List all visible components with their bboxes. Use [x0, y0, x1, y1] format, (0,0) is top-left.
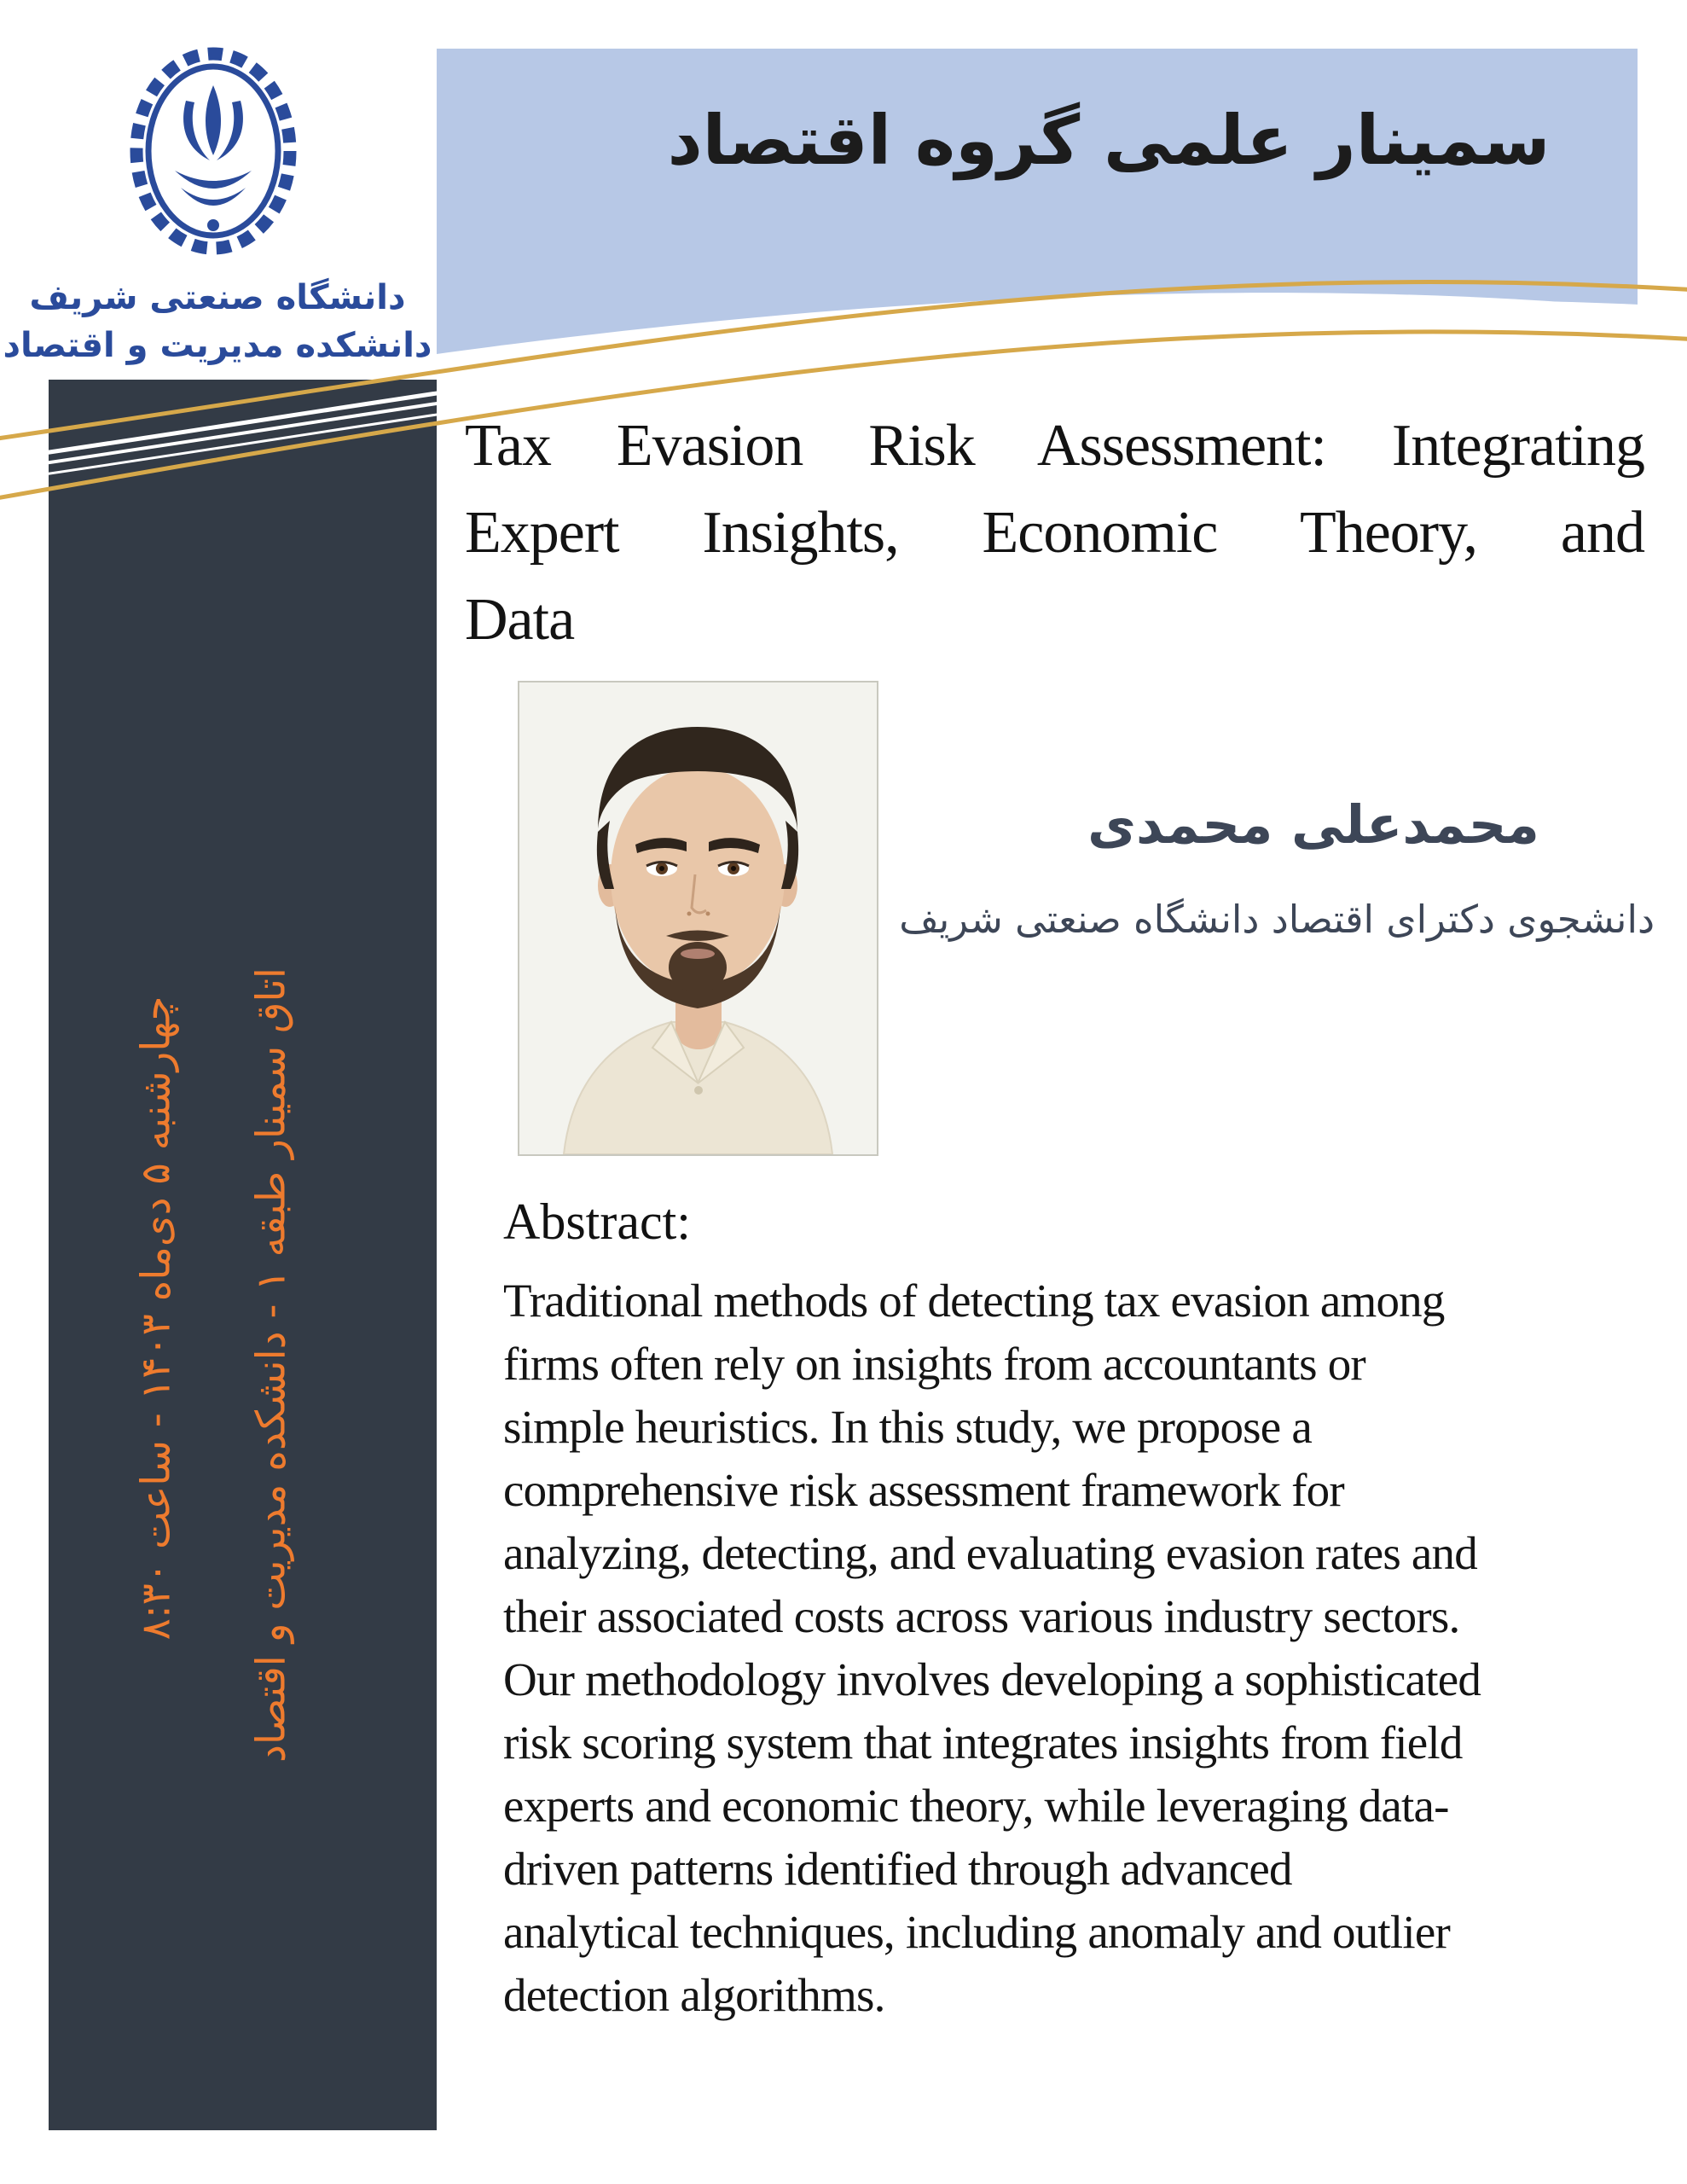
- abstract-line: simple heuristics. In this study, we propose a: [503, 1401, 1312, 1453]
- abstract-line: their associated costs across various industry sectors.: [503, 1590, 1460, 1642]
- abstract-heading: Abstract:: [503, 1194, 691, 1250]
- abstract-line: analytical techniques, including anomaly and outlier: [503, 1906, 1450, 1958]
- abstract-line: Traditional methods of detecting tax evasion among: [503, 1275, 1445, 1327]
- speaker-name: محمدعلی محمدی: [1087, 793, 1539, 856]
- seminar-title-line: Expert Insights, Economic Theory, and: [465, 500, 1644, 566]
- abstract-line: driven patterns identified through advanced: [503, 1843, 1292, 1895]
- sidebar-date-time: چهارشنبه ۵ دی‌ماه ۱۴۰۳ - ساعت ۸:۳۰: [132, 996, 180, 1641]
- speaker-block: [899, 793, 1655, 942]
- abstract-line: experts and economic theory, while leveraging data-: [503, 1780, 1449, 1832]
- abstract-line: Our methodology involves developing a sophisticated: [503, 1653, 1481, 1705]
- abstract-line: detection algorithms.: [503, 1969, 885, 2021]
- sidebar-panel: [49, 380, 437, 2130]
- sharif-university-logo: [128, 44, 299, 258]
- abstract-body: [503, 1269, 1650, 2027]
- faculty-name: دانشکده مدیریت و اقتصاد: [3, 326, 432, 365]
- sidebar-location: اتاق سمینار طبقه ۱ - دانشکده مدیریت و اقتصاد: [247, 967, 295, 1763]
- header-banner: [437, 49, 1638, 381]
- seminar-title-line: Tax Evasion Risk Assessment: Integrating: [465, 413, 1644, 479]
- speaker-affiliation: دانشجوی دکترای اقتصاد دانشگاه صنعتی شریف: [899, 897, 1655, 942]
- abstract-line: firms often rely on insights from accountants or: [503, 1338, 1365, 1390]
- speaker-portrait: [518, 681, 878, 1156]
- portrait-illustration-icon: [519, 682, 877, 1154]
- abstract-line: comprehensive risk assessment framework for: [503, 1464, 1344, 1516]
- abstract-line: risk scoring system that integrates insights from field: [503, 1716, 1463, 1769]
- university-emblem-icon: [128, 44, 299, 258]
- seminar-title-line: Data: [465, 587, 575, 653]
- seminar-title: [465, 403, 1644, 664]
- university-name: دانشگاه صنعتی شریف: [29, 278, 406, 317]
- banner-title: سمینار علمی گروه اقتصاد: [667, 101, 1551, 180]
- abstract-line: analyzing, detecting, and evaluating evasion rates and: [503, 1527, 1477, 1579]
